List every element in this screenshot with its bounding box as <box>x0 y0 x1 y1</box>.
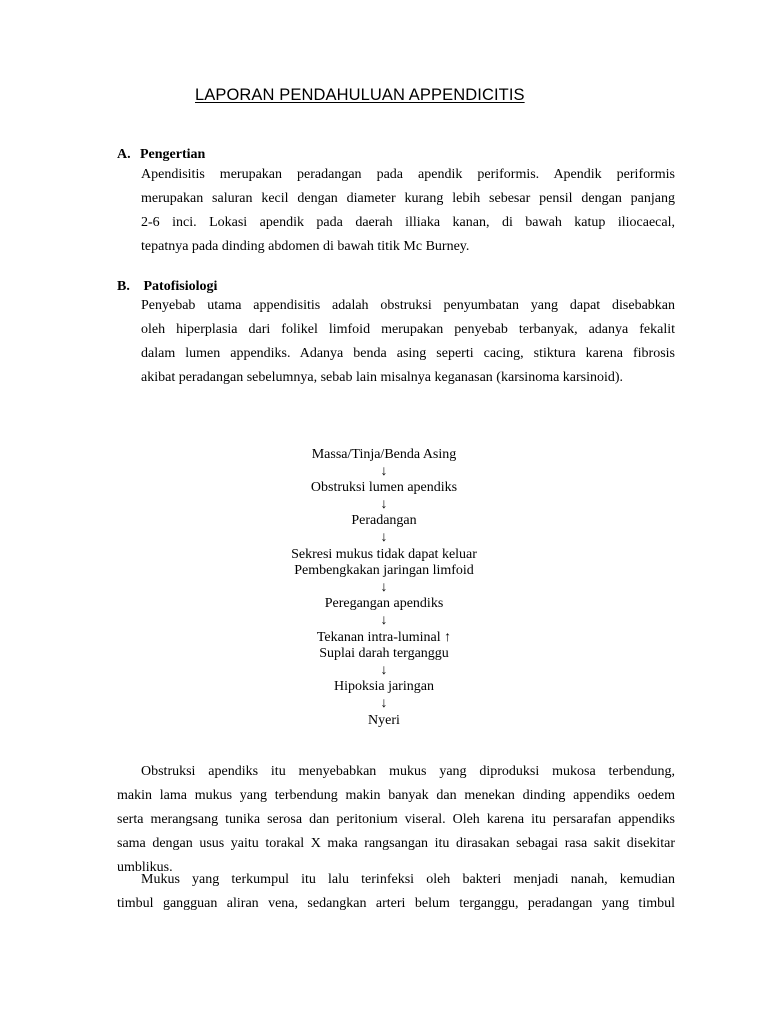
section-a-title: Pengertian <box>140 147 206 162</box>
section-a-letter: A. <box>117 147 131 162</box>
flow-arrow: ↓ <box>380 579 388 595</box>
flow-arrow: ↓ <box>380 695 388 711</box>
flow-arrow: ↓ <box>380 463 388 479</box>
section-b-title: Patofisiologi <box>143 279 218 294</box>
flow-step: Peradangan <box>351 513 417 529</box>
flow-step: Suplai darah terganggu <box>319 646 449 662</box>
section-b-heading <box>117 279 217 295</box>
flow-step: Peregangan apendiks <box>324 596 444 612</box>
paragraph-line: oleh hiperplasia dari folikel limfoid merupakan penyebab terbanyak, adanya fekalit <box>141 322 675 337</box>
section-a-heading <box>117 147 205 163</box>
flow-arrow: ↓ <box>380 529 388 545</box>
flow-step: Obstruksi lumen apendiks <box>310 480 458 496</box>
flow-step: Sekresi mukus tidak dapat keluar <box>291 546 477 562</box>
paragraph-line: Apendisitis merupakan peradangan pada apendik periformis. Apendik periformis <box>141 167 675 182</box>
flow-step: Nyeri <box>368 712 400 728</box>
paragraph-line: umblikus. <box>117 860 173 875</box>
flow-arrow: ↓ <box>380 612 388 628</box>
paragraph-line: Mukus yang terkumpul itu lalu terinfeksi oleh bakteri menjadi nanah, kemudian <box>141 872 675 887</box>
paragraph-line: dalam lumen appendiks. Adanya benda asing seperti cacing, stiktura karena fibrosis <box>141 346 675 361</box>
paragraph-line: makin lama mukus yang terbendung makin banyak dan menekan dinding appendiks oedem <box>117 788 675 803</box>
body-paragraph-1 <box>117 760 675 880</box>
section-b-letter: B. <box>117 279 130 294</box>
flow-step: Pembengkakan jaringan limfoid <box>294 563 474 579</box>
flow-arrow: ↓ <box>380 662 388 678</box>
section-b-paragraph <box>141 294 675 390</box>
paragraph-line: tepatnya pada dinding abdomen di bawah titik Mc Burney. <box>141 239 470 254</box>
pathophysiology-flow <box>234 447 534 729</box>
paragraph-line: Penyebab utama appendisitis adalah obstruksi penyumbatan yang dapat disebabkan <box>141 298 675 313</box>
paragraph-line: Obstruksi apendiks itu menyebabkan mukus yang diproduksi mukosa terbendung, <box>141 764 675 779</box>
flow-step: Tekanan intra-luminal ↑ <box>316 629 452 645</box>
flow-arrow: ↓ <box>380 496 388 512</box>
paragraph-line: 2-6 inci. Lokasi apendik pada daerah illiaka kanan, di bawah katup iliocaecal, <box>141 215 675 230</box>
paragraph-line: timbul gangguan aliran vena, sedangkan arteri belum terganggu, peradangan yang timbul <box>117 896 675 911</box>
body-paragraph-2 <box>117 868 675 916</box>
flow-step: Massa/Tinja/Benda Asing <box>311 447 457 462</box>
flow-step: Hipoksia jaringan <box>334 679 434 695</box>
document-title: LAPORAN PENDAHULUAN APPENDICITIS <box>195 86 525 104</box>
paragraph-line: sama dengan usus yaitu torakal X maka rangsangan itu dirasakan sebagai rasa sakit disekitar <box>117 836 675 851</box>
section-a-paragraph <box>141 163 675 259</box>
paragraph-line: akibat peradangan sebelumnya, sebab lain misalnya keganasan (karsinoma karsinoid). <box>141 370 624 385</box>
paragraph-line: merupakan saluran kecil dengan diameter kurang lebih sebesar pensil dengan panjang <box>141 191 675 206</box>
paragraph-line: serta merangsang tunika serosa dan peritonium viseral. Oleh karena itu persarafan appendiks <box>117 812 675 827</box>
